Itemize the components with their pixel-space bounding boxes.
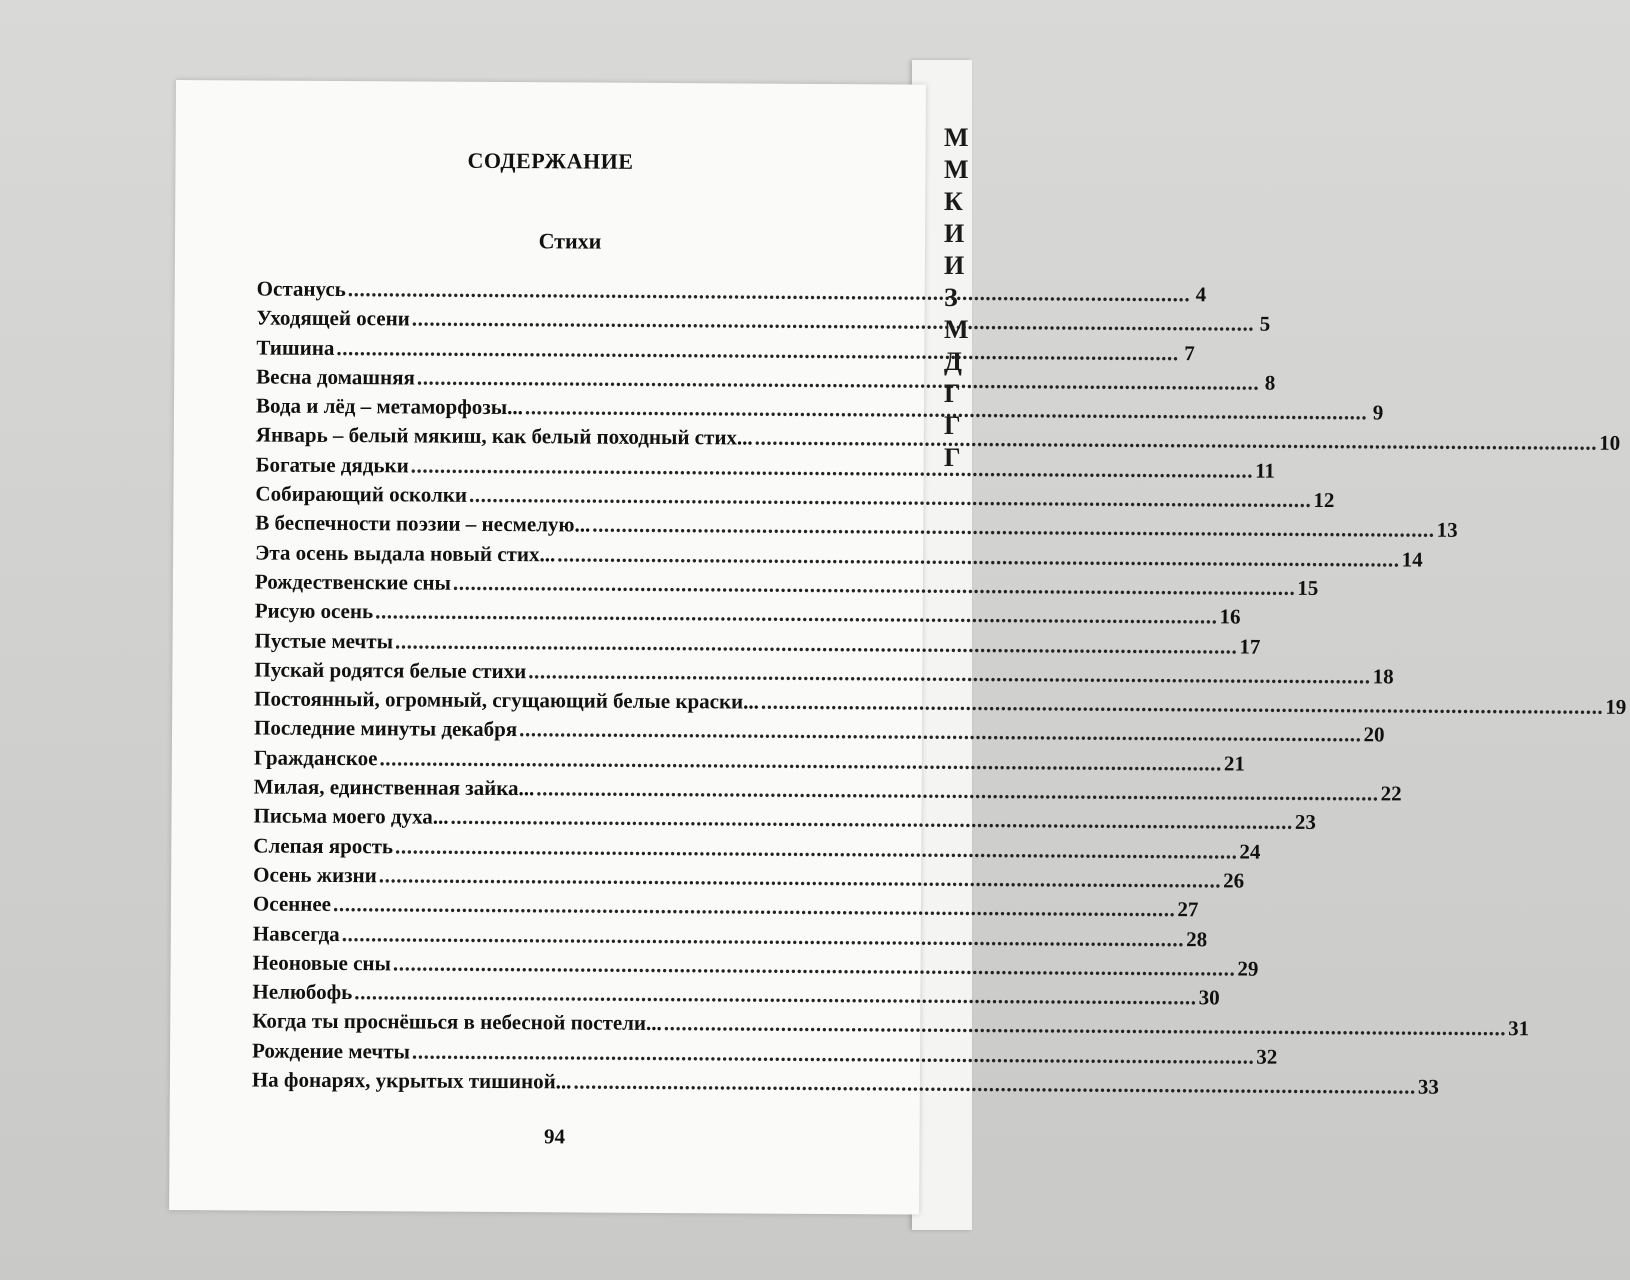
toc-entry-title: Пускай родятся белые стихи xyxy=(254,657,527,684)
toc-entry xyxy=(252,890,1199,923)
edge-letter: М xyxy=(944,315,969,344)
toc-entry-page: 27 xyxy=(1177,897,1199,922)
toc-entry-page: 28 xyxy=(1186,926,1208,951)
toc-entry-title: Пустые мечты xyxy=(254,628,394,653)
edge-letter: Г xyxy=(944,411,961,440)
toc-entry-title: Когда ты проснёшься в небесной постели... xyxy=(252,1008,662,1036)
toc-entry-page: 33 xyxy=(1417,1074,1439,1099)
toc-entry-title: Осень жизни xyxy=(253,862,377,888)
toc-entry-title: Осеннее xyxy=(252,891,332,917)
toc-entry-title: Рисую осень xyxy=(254,598,374,624)
edge-letter: З xyxy=(944,283,958,312)
toc-entry xyxy=(255,509,1458,543)
toc-entry xyxy=(255,480,1335,513)
toc-entry xyxy=(252,1036,1278,1069)
page-number: 94 xyxy=(543,1124,566,1149)
toc-entry xyxy=(255,421,1621,456)
toc-entry-title: Последние минуты декабря xyxy=(253,715,518,742)
toc-entry xyxy=(256,362,1276,395)
section-heading: Стихи xyxy=(538,228,602,254)
toc-entry-page: 4 xyxy=(1195,282,1207,307)
toc-entry xyxy=(254,567,1319,600)
toc-entry-page: 10 xyxy=(1599,431,1621,456)
toc-entry-title: Уходящей осени xyxy=(256,305,410,331)
toc-entry-title: Письма моего духа... xyxy=(253,803,449,830)
toc-entry-page: 31 xyxy=(1508,1016,1530,1041)
toc-entry xyxy=(256,274,1207,307)
toc-entry-page: 18 xyxy=(1372,664,1394,689)
toc-entry-page: 21 xyxy=(1223,751,1245,776)
toc-entry-title: Рождение мечты xyxy=(252,1038,411,1064)
toc-entry-page: 29 xyxy=(1237,956,1259,981)
edge-letter: М xyxy=(944,155,969,184)
toc-entry-page: 15 xyxy=(1297,575,1319,600)
toc-entry-title: Милая, единственная зайка... xyxy=(253,774,535,801)
toc-entry-page: 24 xyxy=(1239,839,1261,864)
toc-entry-page: 9 xyxy=(1372,400,1384,425)
toc-entry xyxy=(253,860,1245,893)
toc-entry-page: 11 xyxy=(1255,458,1276,483)
edge-letter: И xyxy=(944,219,965,248)
edge-letter: Г xyxy=(944,379,961,408)
toc-entry xyxy=(253,714,1385,747)
toc-entry-page: 8 xyxy=(1264,370,1276,395)
toc-entry-title: Собирающий осколки xyxy=(255,481,468,507)
toc-leader-dots xyxy=(573,1067,1416,1101)
toc-entry-page: 17 xyxy=(1239,634,1261,659)
toc-entry xyxy=(255,392,1384,425)
toc-entry-title: Тишина xyxy=(256,335,335,360)
toc-entry-title: Постоянный, огромный, сгущающий белые краски... xyxy=(254,686,760,714)
toc-entry-page: 23 xyxy=(1294,810,1316,835)
toc-entry xyxy=(252,919,1208,952)
book-page xyxy=(169,80,1627,1215)
toc-entry-title: Вода и лёд – метаморфозы... xyxy=(255,393,523,420)
toc-entry xyxy=(256,304,1271,337)
toc-entry-page: 30 xyxy=(1198,985,1220,1010)
toc-entry xyxy=(253,773,1402,806)
toc-entry-page: 7 xyxy=(1184,340,1195,365)
toc-entry-page: 12 xyxy=(1313,488,1335,513)
toc-entry-title: В беспечности поэзии – несмелую... xyxy=(255,510,591,537)
toc-entry xyxy=(252,948,1259,981)
toc-entry xyxy=(253,743,1245,776)
edge-letter: К xyxy=(944,187,963,216)
page-title: СОДЕРЖАНИЕ xyxy=(467,147,634,174)
edge-letter: М xyxy=(944,123,969,152)
toc-entry-title: Гражданское xyxy=(253,745,378,770)
toc-entry xyxy=(253,831,1261,864)
toc-entry xyxy=(252,1007,1530,1041)
toc-entry xyxy=(254,597,1241,630)
table-of-contents xyxy=(251,274,1627,1099)
toc-entry-title: Нелюбофь xyxy=(252,979,353,1005)
toc-entry xyxy=(256,333,1195,366)
toc-entry-page: 22 xyxy=(1380,781,1402,806)
toc-entry-title: Эта осень выдала новый стих... xyxy=(255,540,556,566)
edge-letter: И xyxy=(944,251,965,280)
edge-letter: Г xyxy=(944,443,961,472)
toc-entry xyxy=(255,538,1423,572)
toc-entry-title: Слепая ярость xyxy=(253,833,394,858)
toc-entry xyxy=(253,802,1316,835)
toc-entry-page: 32 xyxy=(1256,1044,1278,1069)
toc-entry-title: Богатые дядьки xyxy=(255,452,409,478)
toc-entry xyxy=(252,978,1220,1011)
toc-entry-title: Весна домашняя xyxy=(256,364,415,390)
edge-letter: Д xyxy=(944,347,962,376)
toc-entry xyxy=(251,1065,1439,1099)
toc-entry-title: Навсегда xyxy=(252,921,340,946)
toc-entry-title: Останусь xyxy=(256,276,346,302)
toc-entry-title: Рождественские сны xyxy=(254,569,452,595)
toc-entry-title: Январь – белый мякиш, как белый походный стих... xyxy=(255,422,753,451)
toc-entry xyxy=(254,626,1261,659)
toc-entry xyxy=(254,685,1627,720)
toc-entry-page: 13 xyxy=(1436,518,1458,543)
toc-entry-page: 20 xyxy=(1363,722,1385,747)
toc-entry-page: 19 xyxy=(1605,694,1627,720)
toc-entry-page: 5 xyxy=(1259,311,1271,336)
toc-entry-title: На фонарях, укрытых тишиной... xyxy=(251,1067,572,1094)
toc-entry-title: Неоновые сны xyxy=(252,950,392,976)
toc-entry-page: 16 xyxy=(1219,604,1241,629)
toc-entry xyxy=(254,655,1394,689)
toc-entry-page: 14 xyxy=(1401,547,1423,572)
toc-entry-page: 26 xyxy=(1223,868,1245,893)
toc-entry xyxy=(255,450,1276,483)
